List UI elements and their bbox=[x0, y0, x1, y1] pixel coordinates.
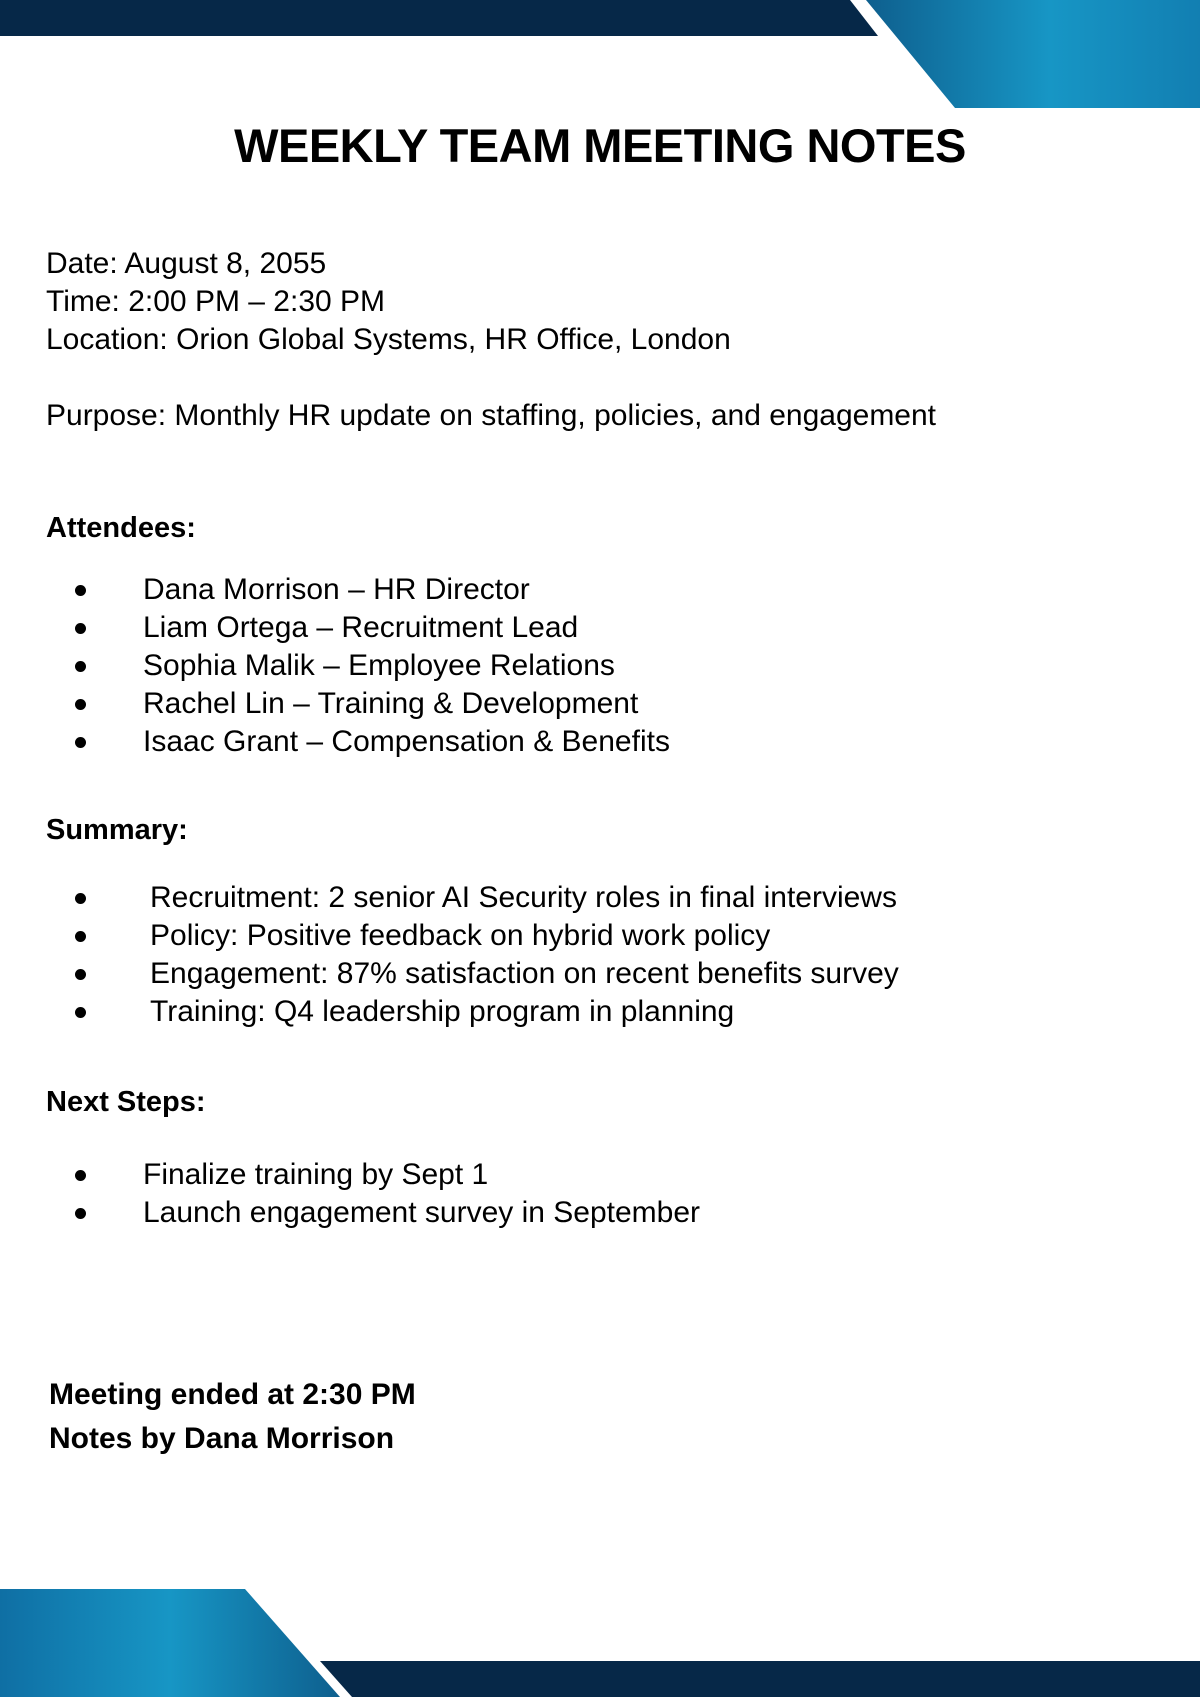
bullet-icon bbox=[75, 1170, 86, 1181]
bullet-icon bbox=[75, 699, 86, 710]
bullet-icon bbox=[75, 585, 86, 596]
bullet-icon bbox=[75, 893, 86, 904]
bullet-icon bbox=[75, 661, 86, 672]
bullet-icon bbox=[75, 1208, 86, 1219]
meeting-purpose: Purpose: Monthly HR update on staffing, policies, and engagement bbox=[46, 399, 937, 432]
bullet-icon bbox=[75, 737, 86, 748]
page-title: WEEKLY TEAM MEETING NOTES bbox=[234, 119, 966, 172]
attendees-heading: Attendees: bbox=[46, 512, 196, 544]
closing-notes bbox=[49, 1373, 416, 1461]
meeting-time: Time: 2:00 PM – 2:30 PM bbox=[46, 285, 386, 318]
meeting-end-time: Meeting ended at 2:30 PM bbox=[49, 1378, 416, 1411]
bullet-icon bbox=[75, 623, 86, 634]
summary-heading: Summary: bbox=[46, 814, 188, 846]
bottom-navy-band bbox=[320, 1661, 1200, 1697]
meeting-location: Location: Orion Global Systems, HR Office, London bbox=[46, 323, 731, 356]
bullet-icon bbox=[75, 931, 86, 942]
bottom-teal-corner bbox=[0, 1589, 340, 1697]
top-navy-band bbox=[0, 0, 878, 36]
meeting-details bbox=[46, 245, 731, 359]
top-teal-corner bbox=[866, 0, 1200, 108]
bullet-icon bbox=[75, 1007, 86, 1018]
notes-author: Notes by Dana Morrison bbox=[49, 1422, 395, 1455]
bullet-icon bbox=[75, 969, 86, 980]
next-steps-heading: Next Steps: bbox=[46, 1086, 206, 1118]
meeting-date: Date: August 8, 2055 bbox=[46, 247, 327, 280]
